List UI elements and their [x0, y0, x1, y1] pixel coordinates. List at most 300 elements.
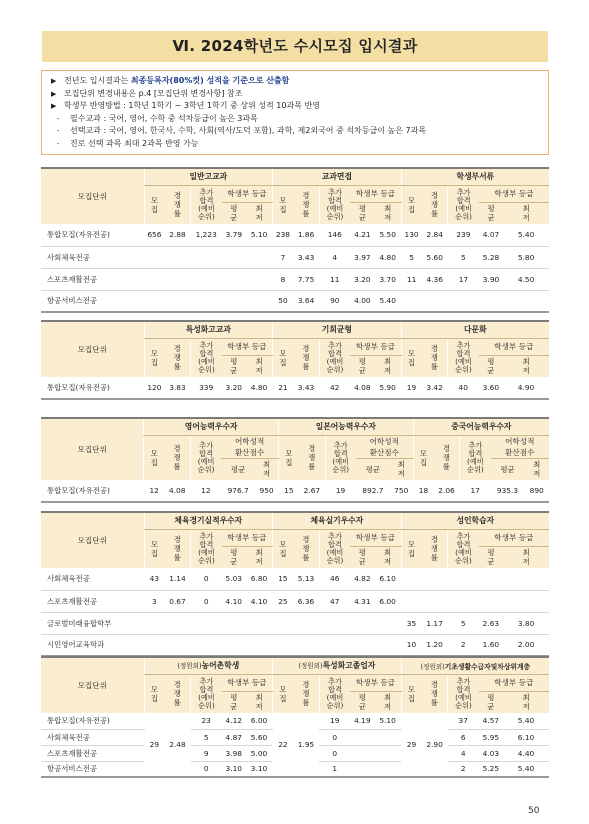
column-header-extra: 추가 합격 (예비 순위)	[448, 674, 479, 713]
table-cell: 2.88	[164, 224, 191, 246]
column-header-avg: 평 균	[222, 691, 246, 713]
group-prefix: (정원외)	[298, 662, 323, 671]
column-header-recruit: 모 집	[401, 529, 421, 568]
table-cell	[479, 290, 503, 312]
table-cell: 6.80	[246, 568, 273, 590]
merged-recruit-cell: 29	[401, 713, 421, 777]
table-cell: 0	[319, 745, 350, 761]
table-cell: 6.10	[503, 729, 549, 745]
column-header-extra: 추가 합격 (예비 순위)	[190, 435, 221, 480]
group-header: 성인학습자	[401, 512, 549, 529]
table-cell	[191, 612, 222, 634]
table-row	[41, 590, 549, 612]
column-header-compete: 경 쟁 률	[164, 674, 191, 713]
column-header-grade: 학생부 등급	[350, 529, 401, 546]
table-cell	[222, 246, 246, 268]
table-cell: 5.03	[222, 568, 246, 590]
column-header-grade: 학생부 등급	[350, 674, 401, 691]
note-item	[51, 125, 548, 138]
merged-recruit-cell: 29	[144, 713, 164, 777]
table-cell	[448, 590, 479, 612]
table-cell: 25	[273, 590, 293, 612]
table-cell: 892.7	[356, 480, 390, 502]
column-header-compete: 경 쟁 률	[421, 529, 448, 568]
note-highlight: 최종등록자(80%컷) 성적을 기준으로 산출함	[130, 76, 290, 85]
column-header-lang-score: 어학성적 환산점수	[221, 435, 278, 458]
column-header-extra: 추가 합격 (예비 순위)	[191, 338, 222, 377]
column-header-grade: 학생부 등급	[222, 185, 273, 202]
column-header-avg: 평 균	[479, 202, 503, 224]
results-table	[41, 511, 549, 657]
row-unit-name: 통합모집(자유전공)	[41, 377, 144, 399]
table-cell: 950	[255, 480, 278, 502]
column-header-recruit: 모 집	[144, 185, 164, 224]
column-header-min: 최 저	[375, 355, 402, 377]
results-table	[41, 417, 549, 503]
table-cell: 4.19	[350, 713, 374, 729]
table-cell: 4.80	[375, 246, 402, 268]
table-cell	[448, 290, 479, 312]
column-header-recruit: 모 집	[279, 435, 299, 480]
table-cell	[319, 634, 350, 656]
column-header-extra: 추가 합격 (예비 순위)	[460, 435, 491, 480]
column-header-lang-score: 어학성적 환산점수	[491, 435, 549, 458]
table-cell: 3.70	[375, 268, 402, 290]
table-cell: 4.10	[246, 590, 273, 612]
column-header-grade: 학생부 등급	[222, 529, 273, 546]
table-cell: 4.08	[164, 480, 191, 502]
table-cell: 5.40	[503, 224, 549, 246]
table-cell: 2.67	[299, 480, 326, 502]
table-cell: 23	[191, 713, 222, 729]
column-header-compete: 경 쟁 률	[421, 338, 448, 377]
table-cell: 5.80	[503, 246, 549, 268]
table-cell: 1.60	[479, 634, 503, 656]
group-header	[273, 657, 402, 674]
table-cell: 15	[279, 480, 299, 502]
row-unit-name: 통합모집(자유전공)	[41, 713, 144, 729]
note-text: 선택교과 : 국어, 영어, 한국사, 수학, 사회(역사/도덕 포함), 과학, 제2외국어 중 석차등급이 높은 7과목	[70, 126, 427, 136]
table-cell: 1.14	[164, 568, 191, 590]
table-cell: 2.84	[421, 224, 448, 246]
table-cell: 1,223	[191, 224, 222, 246]
table-cell	[350, 612, 374, 634]
column-header-unit: 모집단위	[41, 418, 144, 480]
column-header-grade: 학생부 등급	[350, 338, 401, 355]
table-cell	[246, 268, 273, 290]
table-cell	[144, 268, 164, 290]
table-row	[41, 290, 549, 312]
group-header: 영어능력우수자	[144, 418, 279, 435]
table-cell: 146	[319, 224, 350, 246]
table-cell: 935.3	[491, 480, 525, 502]
table-cell	[375, 612, 402, 634]
column-header-avg: 평 균	[350, 202, 374, 224]
table-cell	[144, 634, 164, 656]
table-row	[41, 713, 549, 729]
table-row	[41, 568, 549, 590]
table-cell: 4.80	[246, 377, 273, 399]
column-header-avg: 평 균	[479, 691, 503, 713]
column-header-avg: 평균	[221, 458, 255, 480]
column-header-grade: 학생부 등급	[479, 674, 549, 691]
column-header-avg: 평 균	[222, 546, 246, 568]
column-header-compete: 경 쟁 률	[433, 435, 460, 480]
column-header-unit: 모집단위	[41, 657, 144, 713]
table-cell: 3.80	[503, 612, 549, 634]
table-cell: 0	[191, 590, 222, 612]
group-header: 중국어능력우수자	[413, 418, 549, 435]
table-cell: 238	[273, 224, 293, 246]
table-cell: 47	[319, 590, 350, 612]
table-cell: 15	[273, 568, 293, 590]
table-cell: 5	[448, 246, 479, 268]
table-cell: 4.31	[350, 590, 374, 612]
table-cell: 19	[325, 480, 356, 502]
table-cell: 6.10	[375, 568, 402, 590]
table-cell: 4.21	[350, 224, 374, 246]
table-cell	[246, 612, 273, 634]
table-cell: 3.42	[421, 377, 448, 399]
column-header-recruit: 모 집	[273, 529, 293, 568]
table-cell	[350, 634, 374, 656]
table-cell	[246, 634, 273, 656]
group-header: 다문화	[401, 321, 549, 338]
table-row	[41, 268, 549, 290]
table-cell: 46	[319, 568, 350, 590]
table-cell: 5.25	[479, 761, 503, 777]
column-header-avg: 평 균	[350, 355, 374, 377]
column-header-extra: 추가 합격 (예비 순위)	[448, 529, 479, 568]
column-header-extra: 추가 합격 (예비 순위)	[191, 529, 222, 568]
column-header-recruit: 모 집	[144, 435, 164, 480]
table-cell: 19	[319, 713, 350, 729]
note-dash-icon: -	[57, 114, 60, 123]
table-cell: 3.83	[164, 377, 191, 399]
table-cell: 4.03	[479, 745, 503, 761]
table-cell: 339	[191, 377, 222, 399]
table-cell: 2.63	[479, 612, 503, 634]
table-cell: 3.43	[293, 246, 320, 268]
table-cell: 1.17	[421, 612, 448, 634]
table-cell: 5.40	[375, 290, 402, 312]
table-cell	[273, 634, 293, 656]
column-header-extra: 추가 합격 (예비 순위)	[319, 185, 350, 224]
group-header: 체육경기실적우수자	[144, 512, 273, 529]
column-header-avg: 평균	[491, 458, 525, 480]
table-cell: 4.57	[479, 713, 503, 729]
group-header	[401, 657, 549, 674]
table-cell: 5.40	[503, 713, 549, 729]
table-cell: 19	[401, 377, 421, 399]
table-cell: 90	[319, 290, 350, 312]
note-item	[51, 100, 548, 113]
table-cell	[144, 612, 164, 634]
table-cell	[144, 246, 164, 268]
table-cell	[293, 634, 320, 656]
column-header-avg: 평 균	[479, 546, 503, 568]
table-cell: 43	[144, 568, 164, 590]
column-header-recruit: 모 집	[401, 185, 421, 224]
column-header-grade: 학생부 등급	[479, 338, 549, 355]
table-cell	[222, 634, 246, 656]
note-text: 필수교과 : 국어, 영어, 수학 중 석차등급이 높은 3과목	[70, 113, 258, 123]
results-table	[41, 167, 549, 313]
table-cell	[401, 590, 421, 612]
note-dash-icon: -	[57, 127, 60, 136]
group-header: 교과면접	[273, 168, 402, 185]
table-cell	[319, 612, 350, 634]
column-header-compete: 경 쟁 률	[299, 435, 326, 480]
row-unit-name: 스포츠재활전공	[41, 268, 144, 290]
column-header-avg: 평 균	[222, 355, 246, 377]
column-header-recruit: 모 집	[144, 338, 164, 377]
table-cell: 5	[191, 729, 222, 745]
table-cell: 4.40	[503, 745, 549, 761]
group-title: 기초생활수급자및차상위계층	[444, 662, 531, 671]
column-header-extra: 추가 합격 (예비 순위)	[319, 674, 350, 713]
column-header-extra: 추가 합격 (예비 순위)	[448, 338, 479, 377]
table-cell: 0	[191, 568, 222, 590]
table-cell: 3.79	[222, 224, 246, 246]
table-cell	[246, 246, 273, 268]
column-header-extra: 추가 합격 (예비 순위)	[325, 435, 356, 480]
table-cell: 3.10	[222, 761, 246, 777]
notes-box	[41, 70, 549, 155]
note-text: 모집단위 변경내용은 p.4 [모집단위 변경사항] 참조	[64, 88, 243, 98]
table-cell	[503, 568, 549, 590]
table-cell: 0	[191, 761, 222, 777]
table-cell: 130	[401, 224, 421, 246]
table-row	[41, 480, 549, 502]
table-cell: 5.10	[246, 224, 273, 246]
table-cell: 3	[144, 590, 164, 612]
row-unit-name: 사회체육전공	[41, 568, 144, 590]
table-cell: 4.82	[350, 568, 374, 590]
table-cell: 18	[413, 480, 433, 502]
column-header-compete: 경 쟁 률	[421, 674, 448, 713]
row-unit-name: 통합모집(자유전공)	[41, 480, 144, 502]
column-header-min: 최 저	[255, 458, 278, 480]
table-cell: 9	[191, 745, 222, 761]
column-header-min: 최 저	[375, 546, 402, 568]
table-cell: 37	[448, 713, 479, 729]
row-unit-name: 글로벌미래융합학부	[41, 612, 144, 634]
group-title: 특성화고졸업자	[322, 661, 376, 671]
table-cell	[191, 634, 222, 656]
row-unit-name: 항공서비스전공	[41, 761, 144, 777]
table-cell	[421, 568, 448, 590]
column-header-avg: 평 균	[222, 202, 246, 224]
row-unit-name: 스포츠재활전공	[41, 590, 144, 612]
column-header-compete: 경 쟁 률	[293, 185, 320, 224]
table-cell: 5.90	[375, 377, 402, 399]
table-cell: 1.20	[421, 634, 448, 656]
column-header-min: 최 저	[524, 458, 549, 480]
row-unit-name: 항공서비스전공	[41, 290, 144, 312]
column-header-recruit: 모 집	[144, 529, 164, 568]
table-cell: 4.50	[503, 268, 549, 290]
table-cell: 4.08	[350, 377, 374, 399]
column-header-recruit: 모 집	[144, 674, 164, 713]
group-prefix: (정원외)	[177, 662, 202, 671]
table-cell: 656	[144, 224, 164, 246]
column-header-compete: 경 쟁 률	[164, 529, 191, 568]
table-cell: 35	[401, 612, 421, 634]
group-header: 일반고교과	[144, 168, 273, 185]
results-table-extra-quota	[41, 656, 549, 778]
table-cell	[421, 590, 448, 612]
table-cell: 5.10	[375, 713, 402, 729]
row-unit-name: 사회체육전공	[41, 729, 144, 745]
table-cell: 5.28	[479, 246, 503, 268]
table-cell	[222, 612, 246, 634]
table-cell: 5.50	[375, 224, 402, 246]
group-prefix: (정원외)	[420, 662, 445, 671]
note-item	[51, 138, 548, 151]
table-cell: 976.7	[221, 480, 255, 502]
column-header-avg: 평균	[356, 458, 390, 480]
table-cell	[375, 761, 402, 777]
column-header-min: 최 저	[503, 546, 549, 568]
table-cell	[273, 612, 293, 634]
table-row	[41, 246, 549, 268]
table-cell: 10	[401, 634, 421, 656]
table-cell	[503, 590, 549, 612]
page-title: Ⅵ. 2024학년도 수시모집 입시결과	[42, 31, 548, 62]
column-header-extra: 추가 합격 (예비 순위)	[319, 338, 350, 377]
merged-compete-cell: 2.48	[164, 713, 191, 777]
table-cell	[401, 568, 421, 590]
column-header-compete: 경 쟁 률	[164, 435, 191, 480]
table-cell: 4.07	[479, 224, 503, 246]
table-cell: 5.95	[479, 729, 503, 745]
column-header-recruit: 모 집	[273, 338, 293, 377]
table-cell: 4.87	[222, 729, 246, 745]
note-bullet-icon: ▶	[51, 77, 57, 85]
table-cell: 4.00	[350, 290, 374, 312]
table-cell: 3.98	[222, 745, 246, 761]
table-row	[41, 377, 549, 399]
note-text: 전년도 입시결과는	[64, 76, 131, 85]
table-cell: 239	[448, 224, 479, 246]
column-header-compete: 경 쟁 률	[293, 529, 320, 568]
note-dash-icon: -	[57, 139, 60, 148]
column-header-avg: 평 균	[479, 355, 503, 377]
table-cell: 12	[190, 480, 221, 502]
table-cell	[191, 290, 222, 312]
table-cell: 4	[448, 745, 479, 761]
column-header-avg: 평 균	[350, 546, 374, 568]
column-header-min: 최 저	[503, 202, 549, 224]
page-number: 50	[528, 806, 540, 816]
table-cell	[164, 634, 191, 656]
column-header-min: 최 저	[246, 546, 273, 568]
group-header: 체육실기우수자	[273, 512, 402, 529]
table-cell: 5.40	[503, 761, 549, 777]
note-item	[51, 75, 548, 88]
table-cell	[144, 290, 164, 312]
table-cell	[164, 612, 191, 634]
table-cell: 0	[319, 729, 350, 745]
table-cell	[421, 290, 448, 312]
row-unit-name: 스포츠재활전공	[41, 745, 144, 761]
table-cell: 750	[390, 480, 413, 502]
table-row	[41, 224, 549, 246]
results-table	[41, 320, 549, 400]
table-cell	[401, 290, 421, 312]
note-item	[51, 88, 548, 101]
column-header-grade: 학생부 등급	[479, 529, 549, 546]
column-header-lang-score: 어학성적 환산점수	[356, 435, 413, 458]
table-cell: 5	[448, 612, 479, 634]
table-cell: 40	[448, 377, 479, 399]
table-cell: 6	[448, 729, 479, 745]
column-header-unit: 모집단위	[41, 321, 144, 377]
table-cell: 1.86	[293, 224, 320, 246]
table-cell: 4.90	[503, 377, 549, 399]
table-cell	[375, 634, 402, 656]
table-cell: 2	[448, 634, 479, 656]
table-cell	[350, 745, 374, 761]
column-header-unit: 모집단위	[41, 512, 144, 568]
table-cell	[375, 729, 402, 745]
table-cell: 4.36	[421, 268, 448, 290]
column-header-extra: 추가 합격 (예비 순위)	[448, 185, 479, 224]
table-cell: 4.12	[222, 713, 246, 729]
group-header	[144, 657, 273, 674]
table-cell: 7	[273, 246, 293, 268]
table-cell	[191, 268, 222, 290]
table-cell: 17	[448, 268, 479, 290]
note-text: 학생부 반영방법 : 1학년 1학기 ~ 3학년 1학기 중 상위 성적 10과목 반영	[64, 101, 320, 111]
group-header: 일본어능력우수자	[279, 418, 414, 435]
column-header-recruit: 모 집	[273, 674, 293, 713]
table-cell: 2.06	[433, 480, 460, 502]
table-cell: 42	[319, 377, 350, 399]
merged-recruit-cell: 22	[273, 713, 293, 777]
table-cell: 21	[273, 377, 293, 399]
table-cell	[164, 290, 191, 312]
column-header-grade: 학생부 등급	[222, 674, 273, 691]
table-cell	[246, 290, 273, 312]
table-cell	[164, 246, 191, 268]
table-cell	[293, 612, 320, 634]
column-header-extra: 추가 합격 (예비 순위)	[191, 674, 222, 713]
table-cell: 890	[524, 480, 549, 502]
table-cell: 3.90	[479, 268, 503, 290]
column-header-recruit: 모 집	[273, 185, 293, 224]
column-header-compete: 경 쟁 률	[164, 185, 191, 224]
table-cell	[164, 268, 191, 290]
row-unit-name: 시민영어교육학과	[41, 634, 144, 656]
table-cell: 3.60	[479, 377, 503, 399]
group-header: 특성화고교과	[144, 321, 273, 338]
column-header-min: 최 저	[246, 355, 273, 377]
group-header: 기회균형	[273, 321, 402, 338]
table-cell: 3.10	[246, 761, 273, 777]
table-cell: 7.75	[293, 268, 320, 290]
note-text: 진로 선택 과목 최대 2과목 반영 가능	[70, 138, 199, 148]
column-header-extra: 추가 합격 (예비 순위)	[191, 185, 222, 224]
column-header-recruit: 모 집	[401, 338, 421, 377]
table-cell: 17	[460, 480, 491, 502]
column-header-min: 최 저	[246, 691, 273, 713]
table-cell: 3.64	[293, 290, 320, 312]
table-cell	[350, 761, 374, 777]
table-cell: 2.00	[503, 634, 549, 656]
table-cell	[222, 268, 246, 290]
